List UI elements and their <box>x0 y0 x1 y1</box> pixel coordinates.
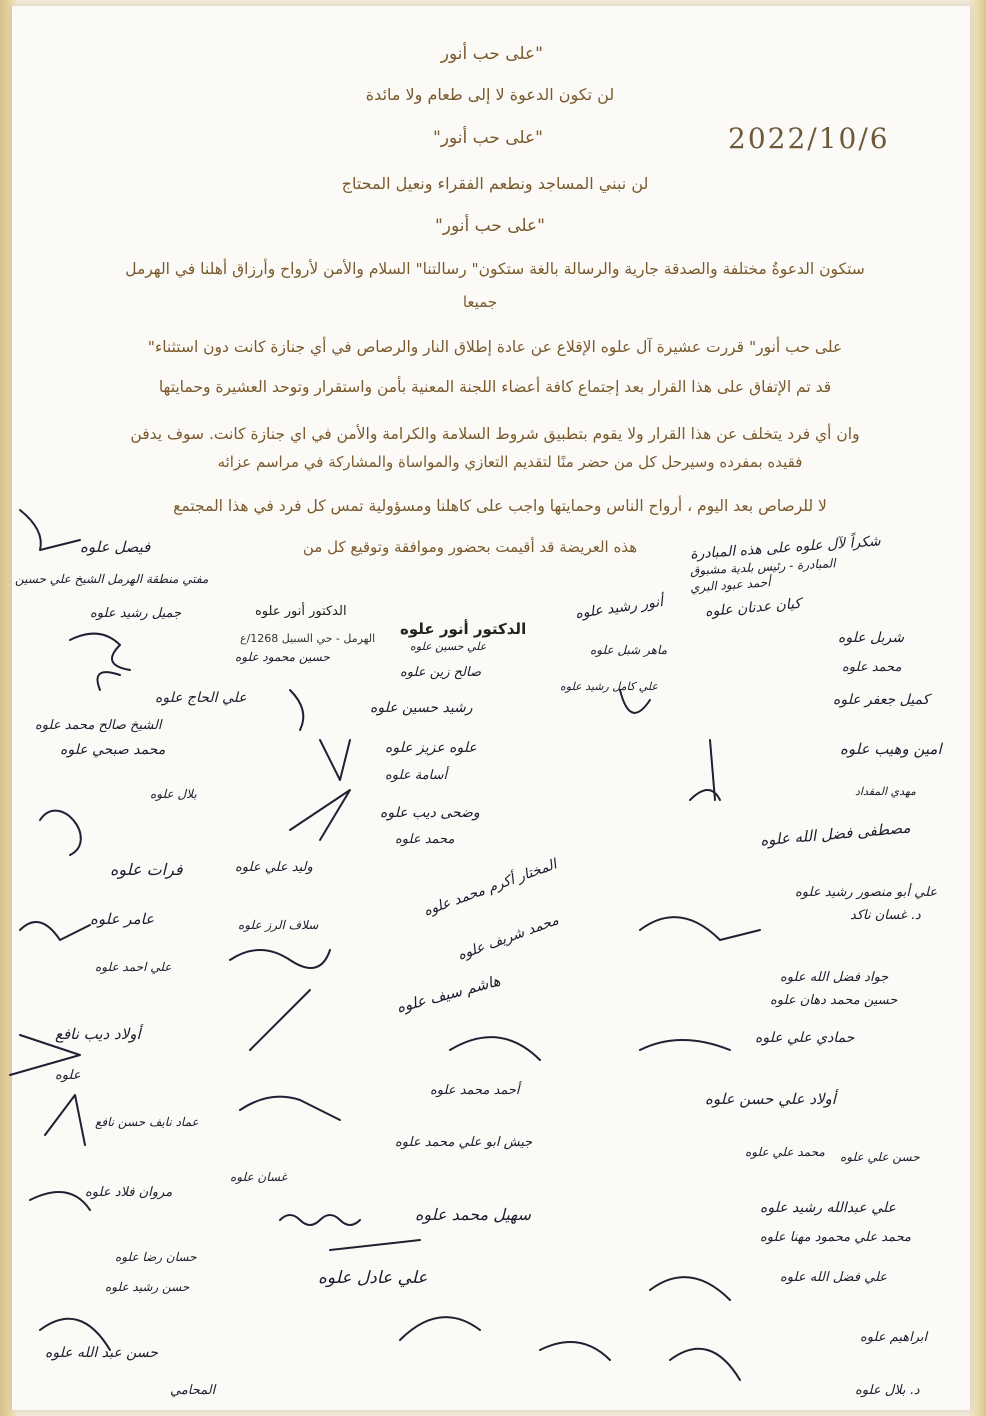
signature-name: ابراهيم علوه <box>860 1330 928 1345</box>
signature-scribble <box>20 510 80 550</box>
signature-scribble <box>620 690 650 713</box>
line-9: قد تم الإتفاق على هذا القرار بعد إجتماع كافة أعضاء اللجنة المعنية بأمن واستقرار وتوحد العشيرة وحمايتها <box>158 378 832 396</box>
signature-name: أنور رشيد علوه <box>574 593 664 623</box>
signature-name: محمد علوه <box>395 832 455 847</box>
signature-name: ماهر شبل علوه <box>590 643 668 657</box>
signature-name: جميل رشيد علوه <box>90 606 182 621</box>
signature-name: فيصل علوه <box>80 538 151 556</box>
signature-name: أولاد ديب نافع <box>55 1025 141 1043</box>
signature-name: محمد علي محمود مهنا علوه <box>760 1230 911 1245</box>
signature-name: كميل جعفر علوه <box>833 692 930 708</box>
signature-name: شربل علوه <box>838 630 904 646</box>
signature-name: مصطفى فضل الله علوه <box>759 818 912 850</box>
signature-name: الشيخ صالح محمد علوه <box>35 718 162 733</box>
signature-scribble <box>70 634 130 670</box>
signature-name: علي عادل علوه <box>318 1268 428 1288</box>
line-6: ستكون الدعوةُ مختلفة والصدقة جارية والرسالة بالغة ستكون" رسالتنا" السلام والأمن لأرواح وأرزاق أهلنا في الهرمل <box>125 260 865 278</box>
signature-scribble <box>670 1349 740 1380</box>
signature-name: مهدي المقداد <box>855 785 916 798</box>
signature-name: وضحى ديب علوه <box>380 805 480 821</box>
signature-name: د. بلال علوه <box>855 1383 920 1398</box>
signature-name: علي الحاج علوه <box>155 690 247 706</box>
signature-name: المحامي <box>170 1383 216 1398</box>
line-12: لا للرصاص بعد اليوم ، أرواح الناس وحمايتها واجب على كاهلنا ومسؤولية تمس كل فرد في هذا المجتمع <box>173 497 827 515</box>
signature-name: عامر علوه <box>90 910 155 928</box>
signature-name: علي حسين علوه <box>410 640 487 653</box>
signature-name: غسان علوه <box>230 1170 287 1184</box>
signature-name: سهيل محمد علوه <box>415 1205 531 1224</box>
signature-name: حسن عبد الله علوه <box>45 1345 158 1361</box>
signature-scribble <box>20 922 90 940</box>
signature-name: علوه عزيز علوه <box>385 740 477 756</box>
line-7: جميعا <box>462 293 498 311</box>
line-title-2: "على حب أنور" <box>432 128 544 148</box>
signature-scribble <box>450 1037 540 1060</box>
line-11: فقيده بمفرده وسيرحل كل من حضر منًا لتقديم التعازي والمواساة والمشاركة في مراسم عزائه <box>217 453 803 471</box>
signature-name: مفتي منطقة الهرمل الشيخ علي حسين <box>15 572 209 586</box>
line-13: هذه العريضة قد أقيمت بحضور وموافقة وتوقيع كل من <box>302 538 638 556</box>
line-4: لن نبني المساجد ونطعم الفقراء ونعيل المحتاج <box>341 174 649 193</box>
signature-name: حمادي علي علوه <box>755 1030 855 1046</box>
signature-name: علوه <box>55 1068 81 1083</box>
line-title-3: "على حب أنور" <box>434 216 546 236</box>
signature-scribble <box>290 790 350 840</box>
signature-name: علي كامل رشيد علوه <box>560 680 658 693</box>
signature-name: د. غسان ناكد <box>850 908 921 923</box>
signature-name: محمد علوه <box>842 660 902 675</box>
signature-name: مروان فلاد علوه <box>85 1185 173 1200</box>
signature-scribble <box>10 1035 80 1075</box>
signature-name: محمد صبحي علوه <box>60 742 166 758</box>
signature-name: حسين محمود علوه <box>235 650 330 664</box>
signature-name: محمد شريف علوه <box>455 912 561 964</box>
signature-scribble <box>640 917 760 940</box>
signature-name: عماد نايف حسن نافع <box>95 1115 199 1129</box>
signature-scribble <box>45 1095 85 1145</box>
signature-scribble <box>250 990 310 1050</box>
signature-name: صالح زين علوه <box>400 665 481 680</box>
signature-name: شكراً لآل علوه على هذه المبادرة <box>689 533 882 563</box>
signature-scribble <box>320 740 350 780</box>
signature-name: حسان رضا علوه <box>115 1250 197 1264</box>
signature-scribble <box>540 1342 610 1360</box>
signature-name: فرات علوه <box>110 860 183 879</box>
signature-name: حسن رشيد علوه <box>105 1280 190 1294</box>
signature-name: رشيد حسين علوه <box>370 700 473 716</box>
signature-scribble <box>240 1097 340 1120</box>
signature-name: وليد علي علوه <box>235 860 313 875</box>
signature-name: كيان عدنان علوه <box>704 595 802 621</box>
signature-name: علي عبدالله رشيد علوه <box>760 1200 896 1216</box>
signature-name: المختار أكرم محمد علوه <box>421 856 559 920</box>
signature-name: أحمد محمد علوه <box>430 1083 520 1098</box>
signature-name: جواد فضل الله علوه <box>780 970 889 985</box>
signature-name: هاشم سيف علوه <box>394 971 503 1017</box>
signature-scribble <box>650 1277 730 1300</box>
line-8: على حب أنور" قررت عشيرة آل علوه الإقلاع عن عادة إطلاق النار والرصاص في أي جنازة كانت دون استثناء" <box>147 338 843 356</box>
signature-name: حسين محمد دهان علوه <box>770 993 898 1008</box>
signature-scribble <box>330 1240 420 1250</box>
line-10: وان أي فرد يتخلف عن هذا القرار ولا يقوم بتطبيق شروط السلامة والكرامة والأمن في اي جنازة كانت. سوف يدفن <box>130 425 860 443</box>
document-date: 2022/10/6 <box>728 122 890 155</box>
stamp-subtitle: الهرمل - حي السبيل 1268/ع <box>240 632 376 645</box>
signature-scribble <box>230 950 330 968</box>
signature-name: علي أبو منصور رشيد علوه <box>795 885 938 900</box>
stamp-title: الدكتور أنور علوه <box>255 604 347 619</box>
signature-name: علي فضل الله علوه <box>780 1270 888 1285</box>
signature-name: أسامة علوه <box>385 768 448 783</box>
signature-scribble <box>40 1319 110 1350</box>
signature-name: علي احمد علوه <box>95 960 172 974</box>
line-title-1: "على حب أنور <box>440 44 543 64</box>
signature-name: سلاف الرز علوه <box>238 918 319 932</box>
signature-name: المبادرة - رئيس بلدية مشبوق <box>689 556 836 578</box>
signature-name: امين وهيب علوه <box>840 740 942 758</box>
signature-name: أحمد عبود البري <box>689 575 771 595</box>
signature-name: محمد علي علوه <box>745 1145 825 1159</box>
signature-scribble <box>98 672 121 690</box>
signature-scribble <box>280 1215 360 1225</box>
signature-scribble <box>400 1317 480 1340</box>
signature-scribble <box>40 811 81 855</box>
line-2: لن تكون الدعوة لا إلى طعام ولا مائدة <box>365 85 615 104</box>
signature-scribble <box>640 1040 730 1050</box>
signature-scribble <box>30 1192 90 1210</box>
signature-scribble <box>290 690 303 730</box>
signature-name: جيش ابو علي محمد علوه <box>395 1135 533 1150</box>
signature-name: حسن علي علوه <box>840 1150 920 1164</box>
signature-name: أولاد علي حسن علوه <box>705 1090 836 1108</box>
center-header: الدكتور أنور علوه <box>400 620 527 638</box>
signature-name: بلال علوه <box>150 787 197 801</box>
